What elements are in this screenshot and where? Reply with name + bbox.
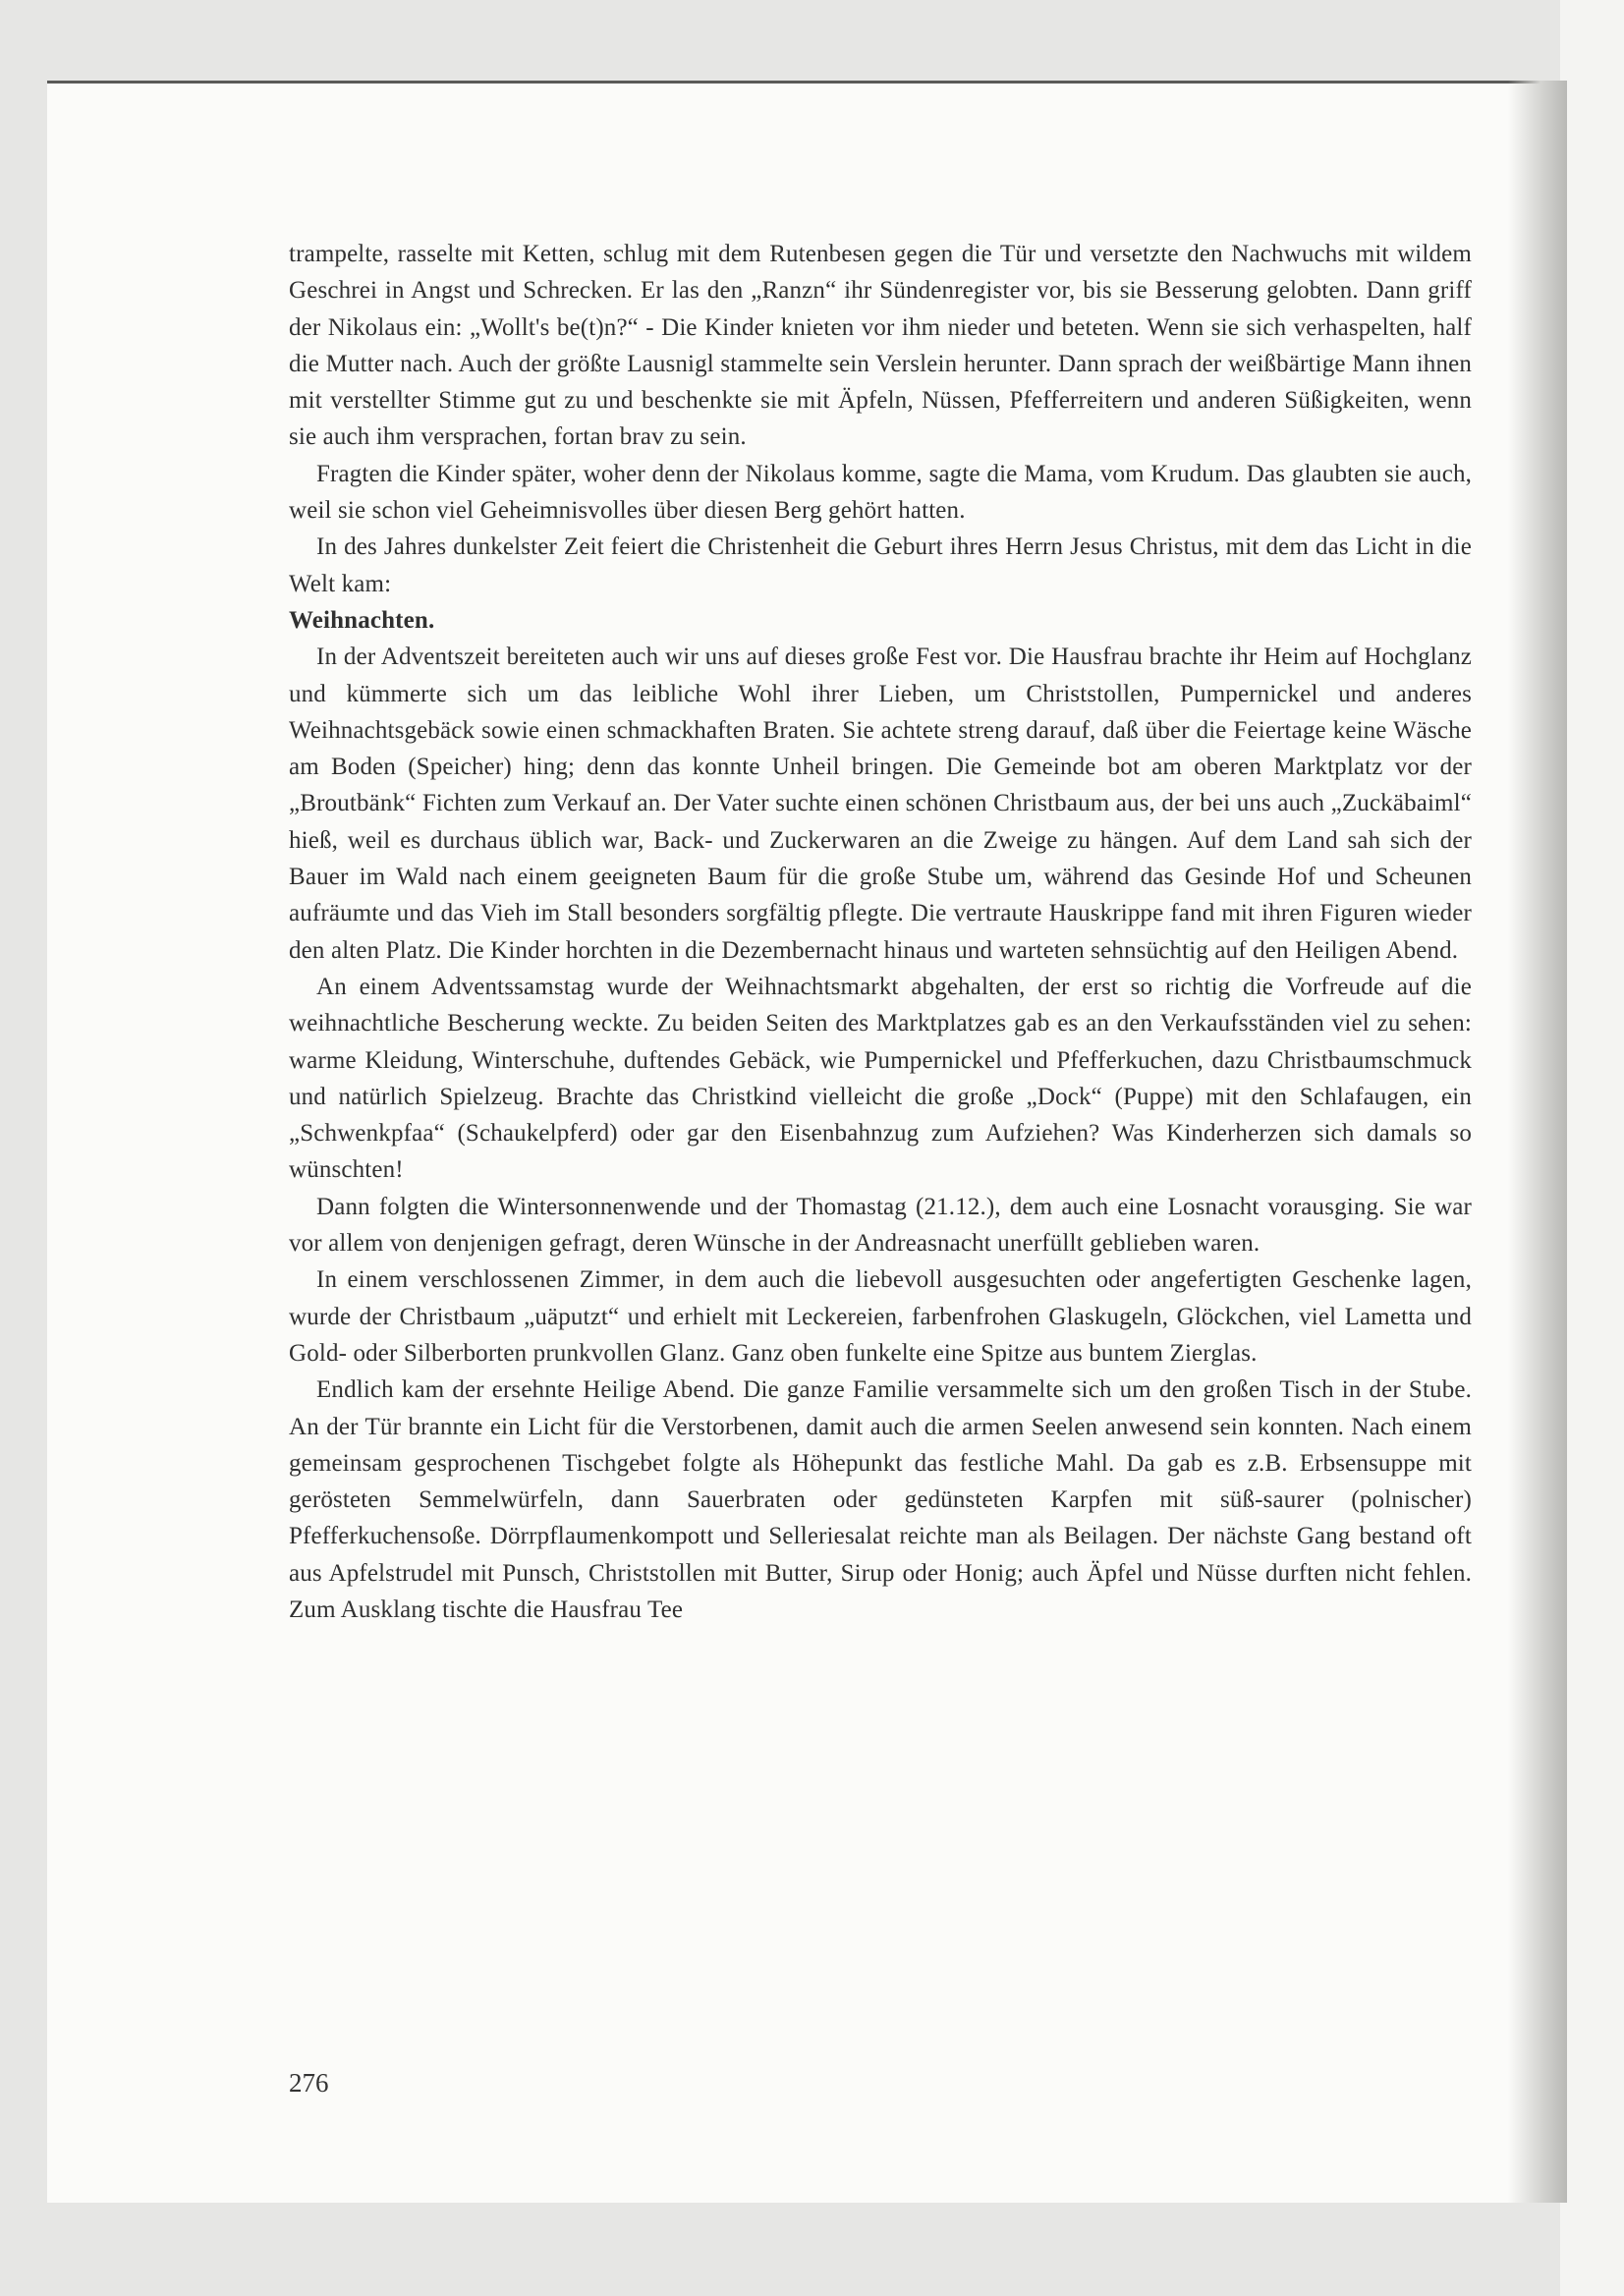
paragraph: In der Adventszeit bereiteten auch wir uns auf dieses große Fest vor. Die Hausfrau brachte ihr Heim auf Hochglanz und kümmerte sich um das leibliche Wohl ihrer Lieben, um Christstollen, Pumpernickel und anderes Weihnachtsgebäck sowie einen schmackhaften Braten. Sie achtete streng darauf, daß über die Feiertage keine Wäsche am Boden (Speicher) hing; denn das konnte Unheil bringen. Die Gemeinde bot am oberen Marktplatz vor der „Broutbänk“ Fichten zum Verkauf an. Der Vater suchte einen schönen Christbaum aus, der bei uns auch „Zuckäbaiml“ hieß, weil es durchaus üblich war, Back- und Zuckerwaren an die Zweige zu hängen. Auf dem Land sah sich der Bauer im Wald nach einem geeigneten Baum für die große Stube um, während das Gesinde Hof und Scheunen aufräumte und das Vieh im Stall besonders sorgfältig pflegte. Die vertraute Hauskrippe fand mit ihren Figuren wieder den alten Platz. Die Kinder horchten in die Dezembernacht hinaus und warteten sehnsüchtig auf den Heiligen Abend.	[289, 644, 1472, 964]
paragraph: In einem verschlossenen Zimmer, in dem auch die liebevoll ausgesuchten oder angefertigten Geschenke lagen, wurde der Christbaum „uäputzt“ und erhielt mit Leckereien, farbenfrohen Glaskugeln, Glöckchen, viel Lametta und Gold- oder Silberborten prunkvollen Glanz. Ganz oben funkelte eine Spitze aus buntem Zierglas.	[289, 1266, 1472, 1367]
paragraph: An einem Adventssamstag wurde der Weihnachtsmarkt abgehalten, der erst so richtig die Vorfreude auf die weihnachtliche Bescherung weckte. Zu beiden Seiten des Marktplatzes gab es an den Verkaufsständen viel zu sehen: warme Kleidung, Winterschuhe, duftendes Gebäck, wie Pumpernickel und Pfefferkuchen, dazu Christbaumschmuck und natürlich Spielzeug. Brachte das Christkind vielleicht die große „Dock“ (Puppe) mit den Schlafaugen, ein „Schwenkpfaa“ (Schaukelpferd) oder gar den Eisenbahnzug zum Aufziehen? Was Kinderherzen sich damals so wünschten!	[289, 973, 1472, 1184]
paragraph: Dann folgten die Wintersonnenwende und der Thomastag (21.12.), dem auch eine Losnacht vorausging. Sie war vor allem von denjenigen gefragt, deren Wünsche in der Andreasnacht unerfüllt geblieben waren.	[289, 1193, 1472, 1258]
body-text	[289, 236, 1472, 1628]
paragraph: trampelte, rasselte mit Ketten, schlug mit dem Rutenbesen gegen die Tür und versetzte den Nachwuchs mit wildem Geschrei in Angst und Schrecken. Er las den „Ranzn“ ihr Sündenregister vor, bis sie Besserung gelobten. Dann griff der Nikolaus ein: „Wollt's be(t)n?“ - Die Kinder knieten vor ihm nieder und beteten. Wenn sie sich verhaspelten, half die Mutter nach. Auch der größte Lausnigl stammelte sein Verslein herunter. Dann sprach der weißbärtige Mann ihnen mit verstellter Stimme gut zu und beschenkte sie mit Äpfeln, Nüssen, Pfefferreitern und anderen Süßigkeiten, wenn sie auch ihm versprachen, fortan brav zu sein.	[289, 241, 1472, 451]
page-binding-shadow	[1508, 81, 1567, 2203]
paragraph: In des Jahres dunkelster Zeit feiert die Christenheit die Geburt ihres Herrn Jesus Christus, mit dem das Licht in die Welt kam:	[289, 533, 1472, 597]
section-heading: Weihnachten.	[289, 606, 435, 634]
background-strip	[1560, 0, 1624, 2296]
paragraph: Endlich kam der ersehnte Heilige Abend. Die ganze Familie versammelte sich um den großen Tisch in der Stube. An der Tür brannte ein Licht für die Verstorbenen, damit auch die armen Seelen anwesend sein konnten. Nach einem gemeinsam gesprochenen Tischgebet folgte als Höhepunkt das festliche Mahl. Da gab es z.B. Erbsensuppe mit gerösteten Semmelwürfeln, dann Sauerbraten oder gedünsteten Karpfen mit süß-saurer (polnischer) Pfefferkuchensoße. Dörrpflaumenkompott und Selleriesalat reichte man als Beilagen. Der nächste Gang bestand oft aus Apfelstrudel mit Punsch, Christstollen mit Butter, Sirup oder Honig; auch Äpfel und Nüsse durften nicht fehlen. Zum Ausklang tischte die Hausfrau Tee	[289, 1376, 1472, 1623]
page-number: 276	[289, 2068, 329, 2098]
paragraph: Fragten die Kinder später, woher denn der Nikolaus komme, sagte die Mama, vom Krudum. Das glaubten sie auch, weil sie schon viel Geheimnisvolles über diesen Berg gehört hatten.	[289, 460, 1472, 525]
